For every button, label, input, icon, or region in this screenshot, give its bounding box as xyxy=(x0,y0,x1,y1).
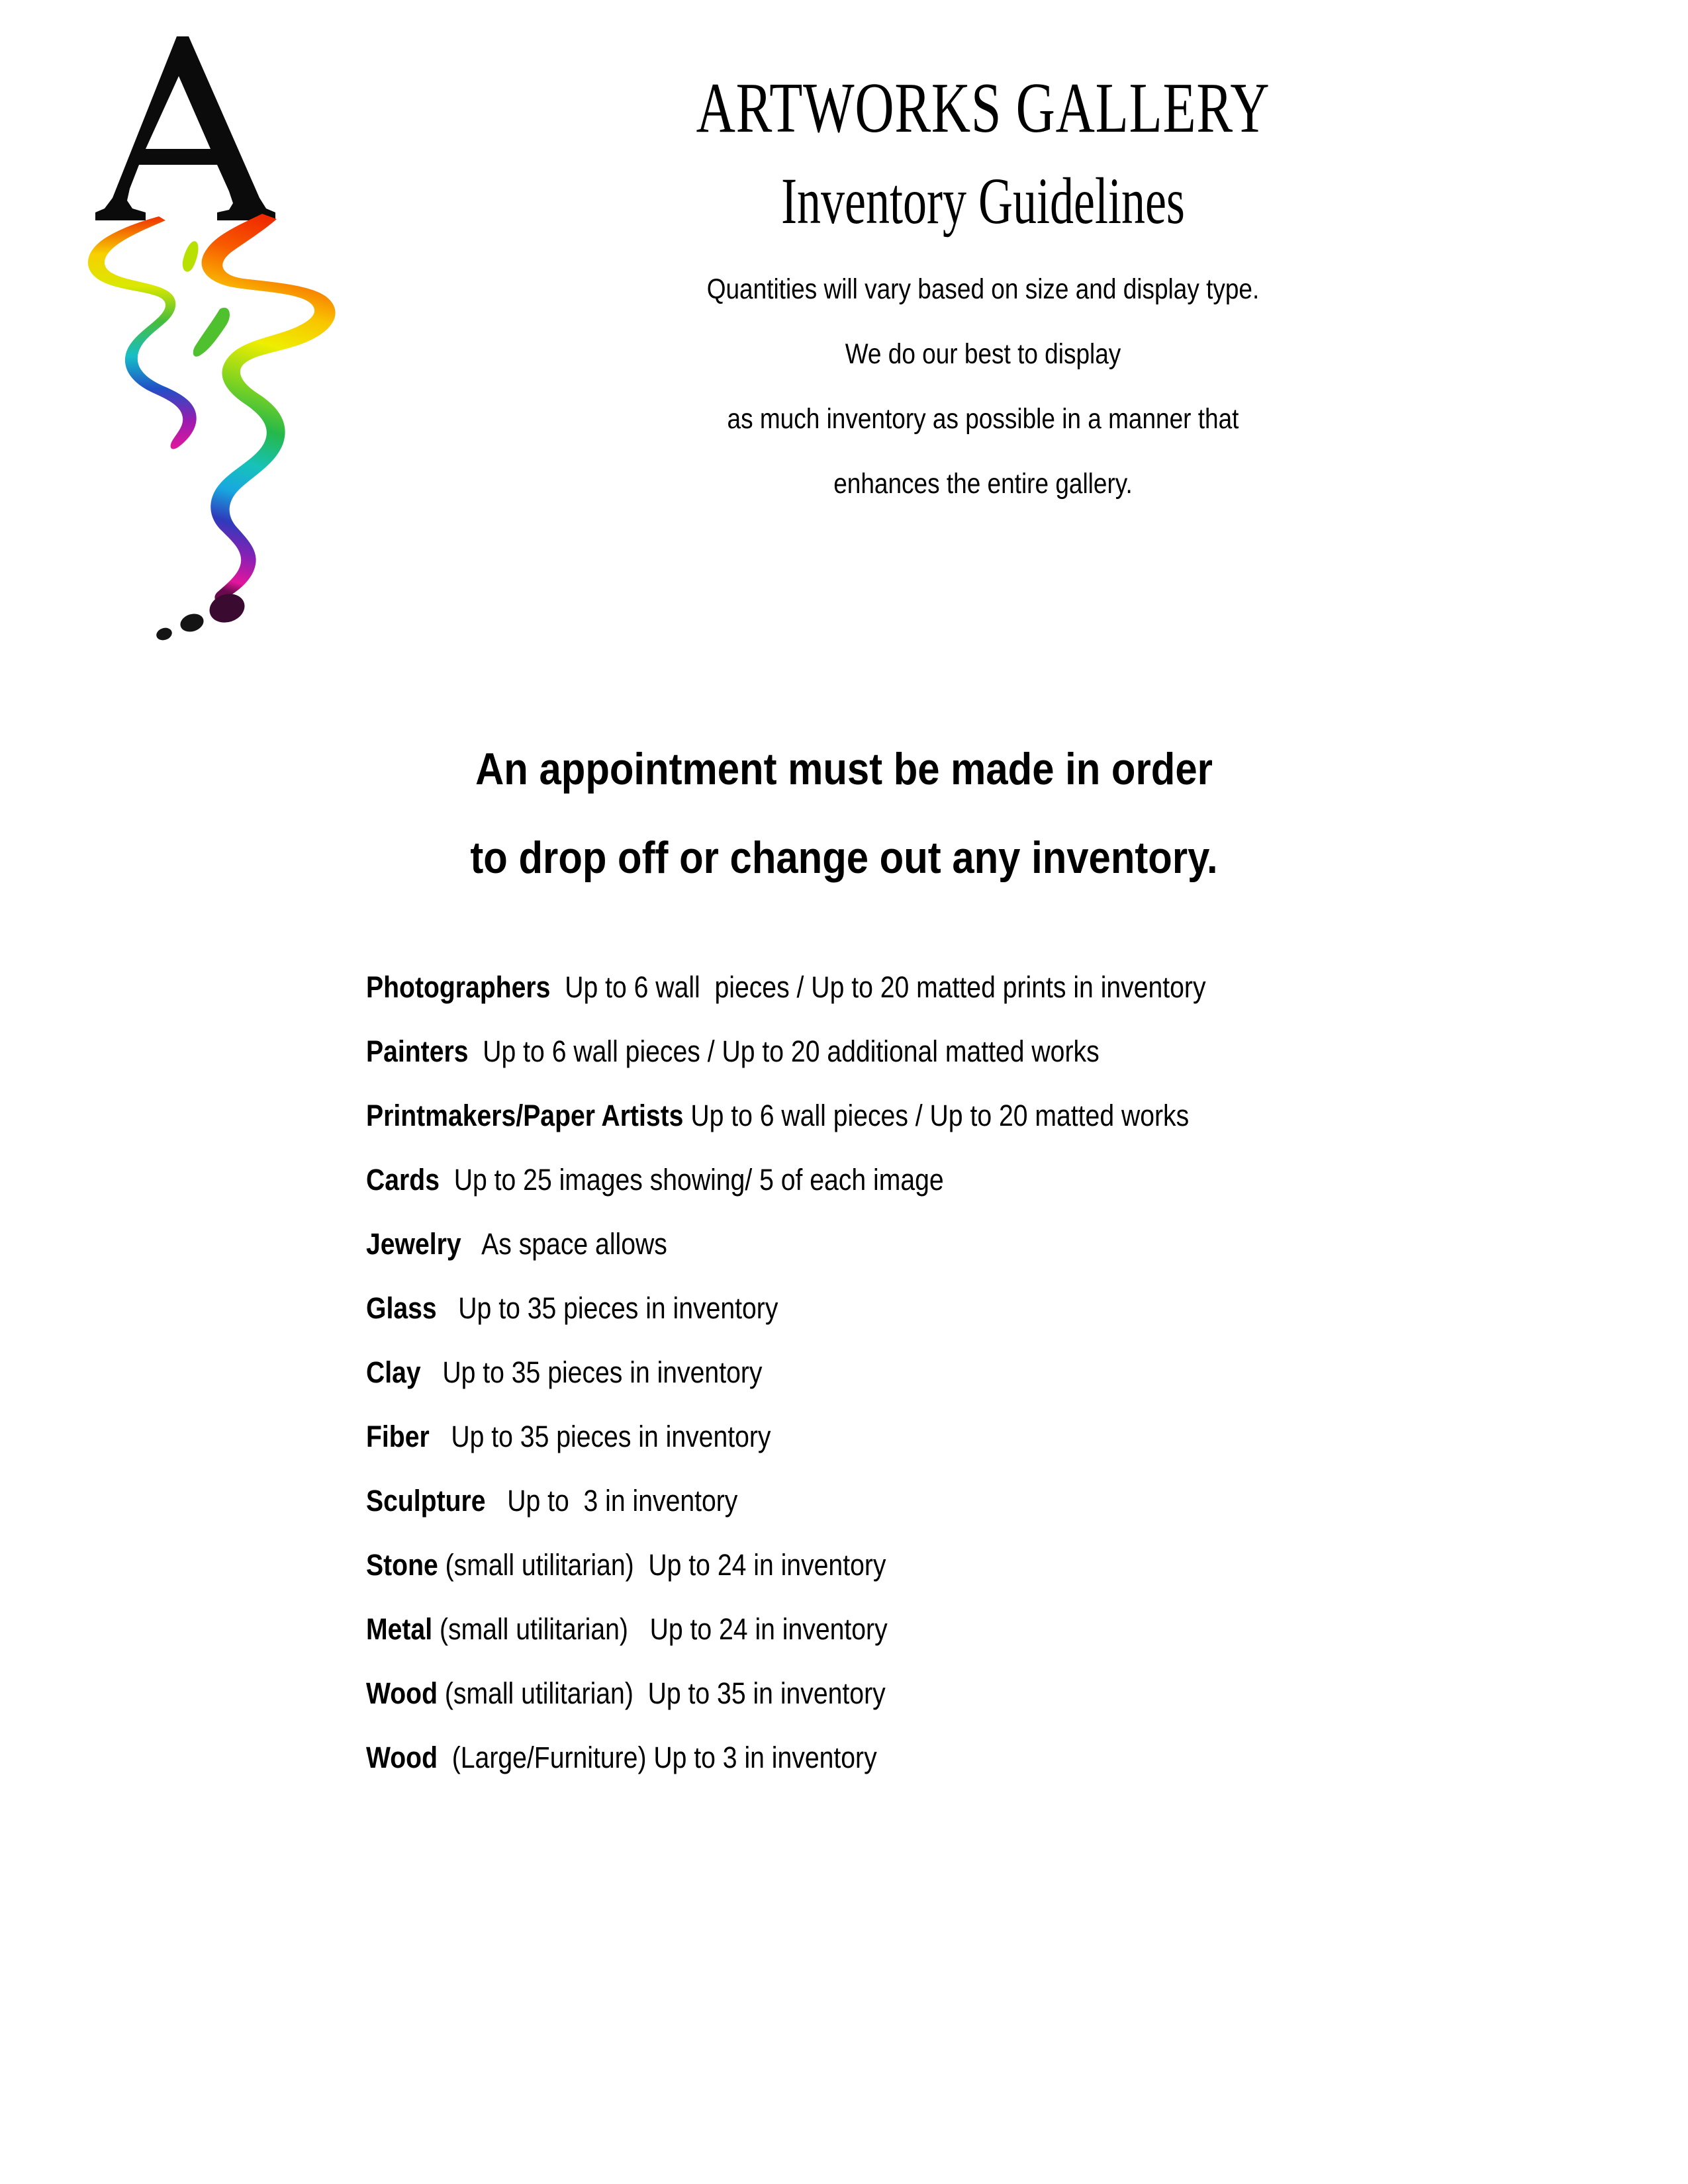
inventory-category: Photographers xyxy=(366,970,551,1004)
inventory-category: Painters xyxy=(366,1034,469,1068)
list-item xyxy=(366,1597,1460,1661)
list-item xyxy=(366,1276,1460,1340)
document-header xyxy=(371,69,1595,516)
inventory-detail: Up to 35 pieces in inventory xyxy=(429,1420,771,1453)
inventory-detail: Up to 35 pieces in inventory xyxy=(420,1355,763,1389)
inventory-detail: Up to 35 pieces in inventory xyxy=(436,1291,778,1325)
inventory-detail: (small utilitarian) Up to 24 in inventory xyxy=(438,1548,886,1582)
inventory-detail: Up to 25 images showing/ 5 of each image xyxy=(439,1163,944,1197)
document-subtitle: Inventory Guidelines xyxy=(781,164,1185,238)
list-item xyxy=(366,1725,1460,1790)
logo-artwork xyxy=(66,23,357,652)
inventory-category: Stone xyxy=(366,1548,438,1582)
inventory-detail: (Large/Furniture) Up to 3 in inventory xyxy=(437,1741,877,1774)
list-item xyxy=(366,1019,1460,1083)
inventory-category: Sculpture xyxy=(366,1484,486,1518)
list-item xyxy=(366,1148,1460,1212)
appointment-notice xyxy=(199,725,1489,902)
inventory-detail: Up to 3 in inventory xyxy=(485,1484,738,1518)
inventory-detail: As space allows xyxy=(461,1227,667,1261)
notice-line: An appointment must be made in order xyxy=(475,744,1213,794)
list-item xyxy=(366,1469,1460,1533)
inventory-guidelines-list xyxy=(366,955,1624,1790)
inventory-category: Clay xyxy=(366,1355,421,1389)
inventory-detail: Up to 6 wall pieces / Up to 20 additional matted works xyxy=(468,1034,1100,1068)
intro-line: as much inventory as possible in a manner that xyxy=(727,403,1239,435)
intro-paragraph xyxy=(371,257,1595,516)
list-item xyxy=(366,1340,1460,1404)
list-item xyxy=(366,1533,1460,1597)
inventory-detail: (small utilitarian) Up to 24 in inventory xyxy=(432,1612,888,1646)
inventory-category: Fiber xyxy=(366,1420,430,1453)
list-item xyxy=(366,1661,1460,1725)
inventory-category: Wood xyxy=(366,1741,438,1774)
inventory-detail: Up to 6 wall pieces / Up to 20 matted works xyxy=(683,1099,1190,1132)
list-item xyxy=(366,1083,1460,1148)
intro-line: enhances the entire gallery. xyxy=(833,468,1133,500)
intro-line: We do our best to display xyxy=(845,338,1121,370)
list-item xyxy=(366,1212,1460,1276)
gallery-logo xyxy=(66,23,357,652)
inventory-detail: Up to 6 wall pieces / Up to 20 matted prints in inventory xyxy=(550,970,1206,1004)
intro-line: Quantities will vary based on size and display type. xyxy=(706,273,1260,305)
list-item xyxy=(366,1404,1460,1469)
notice-line: to drop off or change out any inventory. xyxy=(470,833,1218,883)
inventory-category: Glass xyxy=(366,1291,437,1325)
inventory-category: Wood xyxy=(366,1676,438,1710)
inventory-category: Metal xyxy=(366,1612,433,1646)
inventory-category: Printmakers/Paper Artists xyxy=(366,1099,684,1132)
page-title: ARTWORKS GALLERY xyxy=(696,69,1270,148)
inventory-category: Cards xyxy=(366,1163,440,1197)
list-item xyxy=(366,955,1460,1019)
inventory-category: Jewelry xyxy=(366,1227,461,1261)
inventory-detail: (small utilitarian) Up to 35 in inventory xyxy=(437,1676,886,1710)
